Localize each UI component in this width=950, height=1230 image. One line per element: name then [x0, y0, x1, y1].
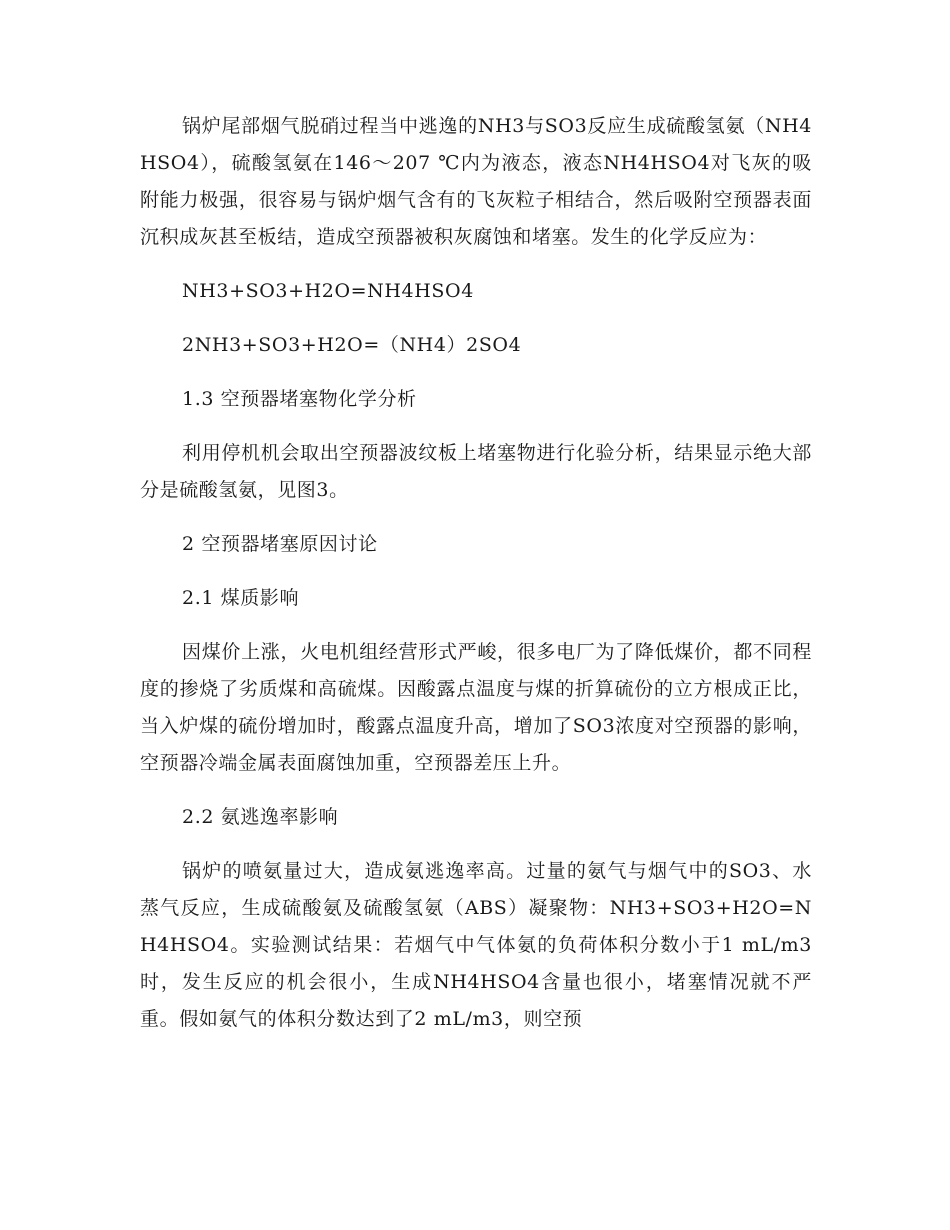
section-heading-2-1: 2.1 煤质影响	[182, 587, 300, 609]
section-heading-1-3: 1.3 空预器堵塞物化学分析	[182, 388, 417, 410]
paragraph-abs-formation: 锅炉尾部烟气脱硝过程当中逃逸的NH3与SO3反应生成硫酸氢氨（NH4HSO4），硫酸氢氨在146～207 ℃内为液态，液态NH4HSO4对飞灰的吸附能力极强，很容易与锅炉烟气含有的飞灰粒子相结合，然后吸附空预器表面沉积成灰甚至板结，造成空预器被积灰腐蚀和堵塞。发生的化学反应为：	[140, 115, 812, 248]
equation-ammonium-bisulfate: NH3+SO3+H2O=NH4HSO4	[182, 280, 474, 302]
paragraph-ammonia-slip: 锅炉的喷氨量过大，造成氨逃逸率高。过量的氨气与烟气中的SO3、水蒸气反应，生成硫酸氨及硫酸氢氨（ABS）凝聚物：NH3+SO3+H2O=NH4HSO4。实验测试结果：若烟气中气体氨的负荷体积分数小于1 mL/m3 时，发生反应的机会很小，生成NH4HSO4含量也很小，堵塞情况就不严重。假如氨气的体积分数达到了2 mL/m3，则空预	[140, 860, 812, 1030]
section-heading-2-2: 2.2 氨逃逸率影响	[182, 806, 339, 828]
document-page	[140, 108, 812, 1038]
paragraph-coal-quality: 因煤价上涨，火电机组经营形式严峻，很多电厂为了降低煤价，都不同程度的掺烧了劣质煤和高硫煤。因酸露点温度与煤的折算硫份的立方根成正比，当入炉煤的硫份增加时，酸露点温度升高，增加了SO3浓度对空预器的影响，空预器冷端金属表面腐蚀加重，空预器差压上升。	[140, 641, 812, 774]
section-heading-2: 2 空预器堵塞原因讨论	[182, 533, 378, 555]
paragraph-chemical-analysis: 利用停机机会取出空预器波纹板上堵塞物进行化验分析，结果显示绝大部分是硫酸氢氨，见图3。	[140, 442, 812, 501]
equation-ammonium-sulfate: 2NH3+SO3+H2O=（NH4）2SO4	[182, 334, 522, 356]
